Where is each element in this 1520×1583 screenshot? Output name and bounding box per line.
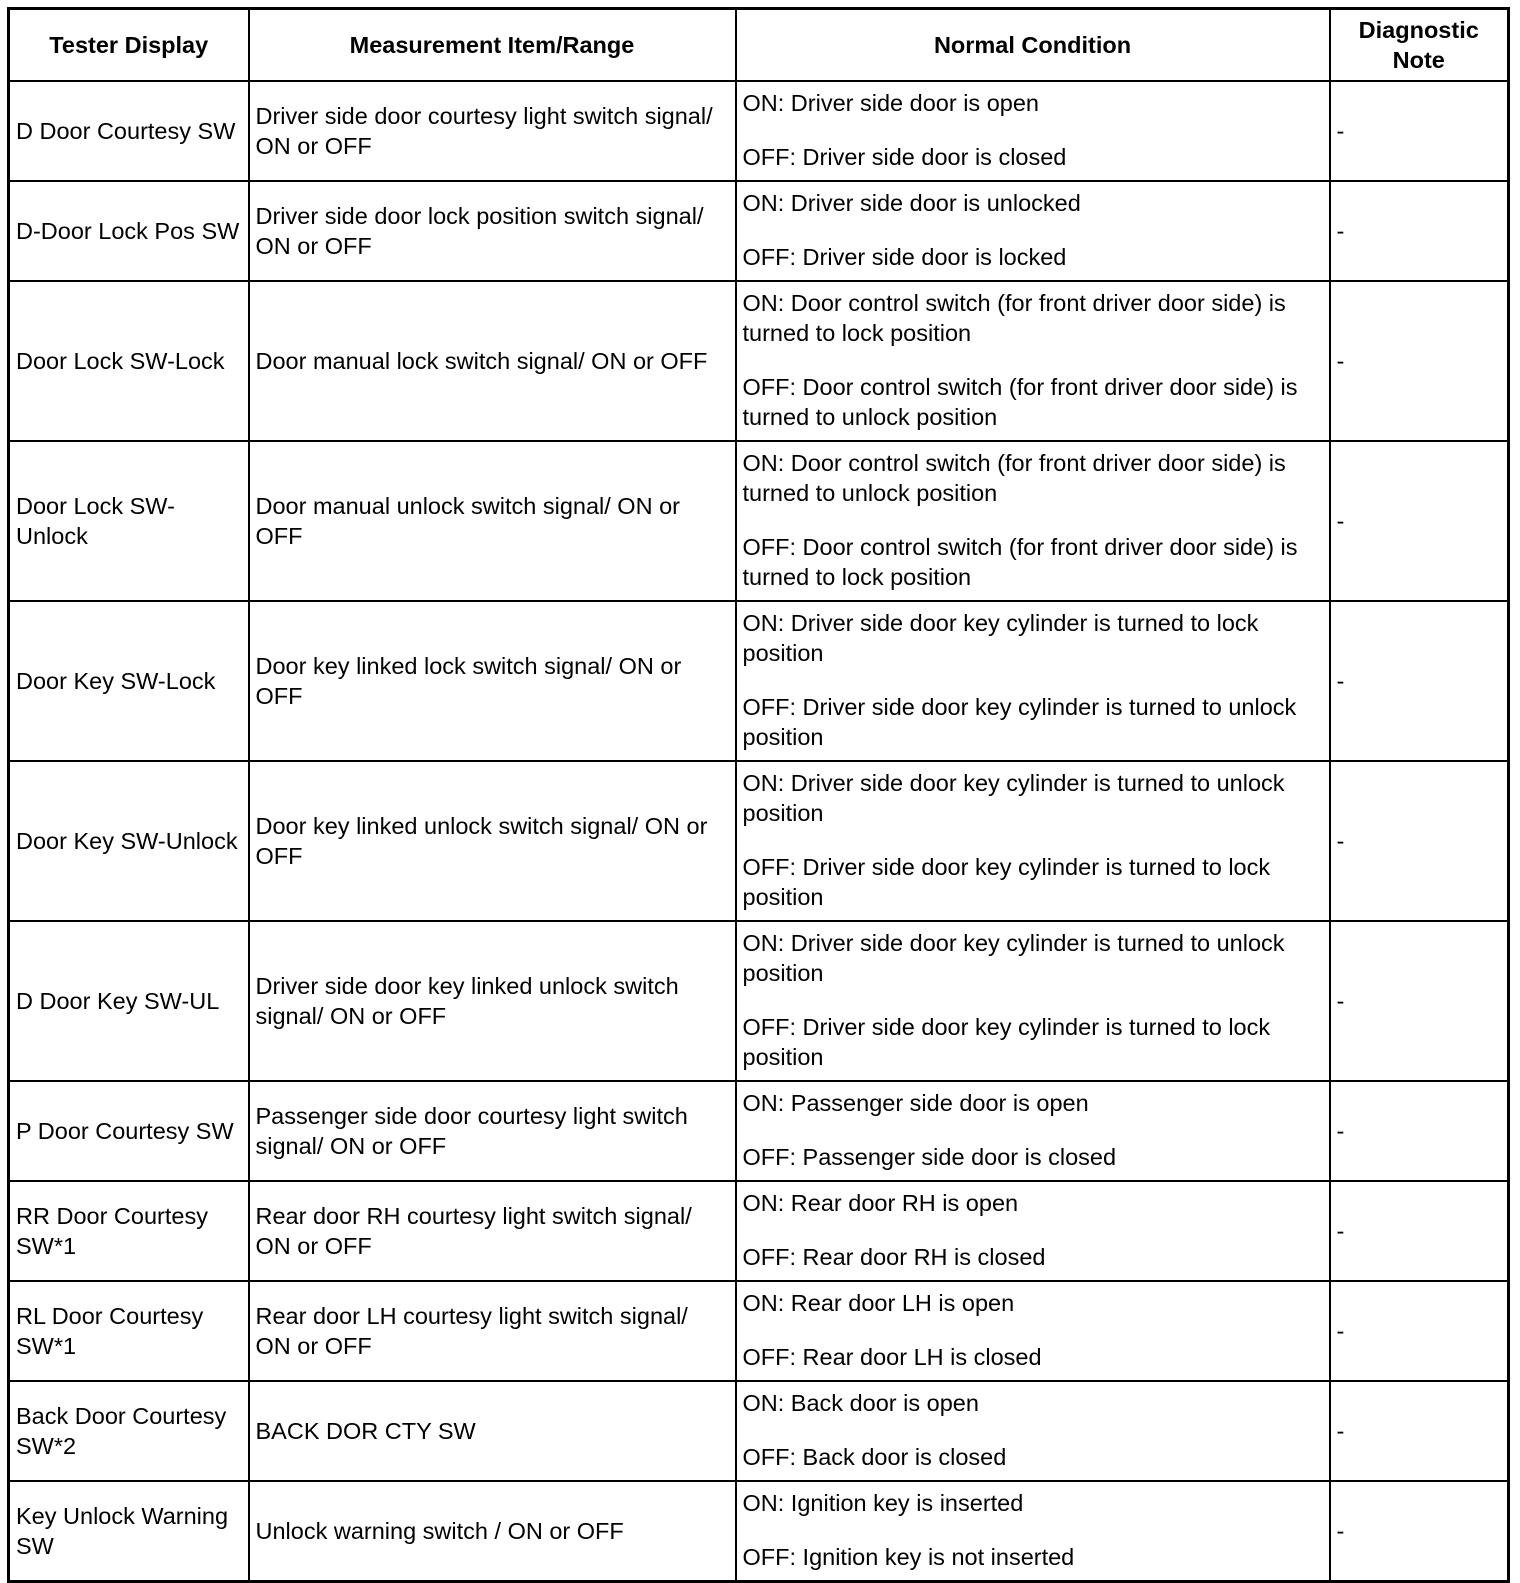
tester-display-cell: Door Lock SW-Lock — [9, 281, 249, 441]
condition-on: ON: Back door is open — [742, 1389, 979, 1416]
normal-condition-cell — [736, 1281, 1330, 1381]
measurement-cell: Driver side door courtesy light switch signal/ ON or OFF — [249, 81, 736, 181]
header-measurement: Measurement Item/Range — [249, 9, 736, 81]
measurement-cell: Rear door RH courtesy light switch signal/ ON or OFF — [249, 1181, 736, 1281]
table-row — [9, 181, 1509, 281]
normal-condition-cell — [736, 1081, 1330, 1181]
table-row — [9, 1181, 1509, 1281]
normal-condition-cell — [736, 921, 1330, 1081]
header-tester-display: Tester Display — [9, 9, 249, 81]
table-row — [9, 81, 1509, 181]
condition-off: OFF: Rear door LH is closed — [742, 1343, 1042, 1370]
measurement-cell: Rear door LH courtesy light switch signal/ ON or OFF — [249, 1281, 736, 1381]
condition-off: OFF: Passenger side door is closed — [742, 1143, 1117, 1170]
normal-condition-cell — [736, 181, 1330, 281]
condition-off: OFF: Driver side door key cylinder is turned to unlock position — [742, 693, 1297, 750]
normal-condition-cell — [736, 81, 1330, 181]
measurement-cell: Unlock warning switch / ON or OFF — [249, 1481, 736, 1582]
condition-on: ON: Driver side door key cylinder is turned to unlock position — [742, 929, 1285, 986]
table-row — [9, 1281, 1509, 1381]
tester-display-cell: D-Door Lock Pos SW — [9, 181, 249, 281]
table-header-row — [9, 9, 1509, 81]
measurement-cell: Door manual lock switch signal/ ON or OFF — [249, 281, 736, 441]
diagnostic-note-cell: - — [1330, 1081, 1509, 1181]
condition-on: ON: Rear door RH is open — [742, 1189, 1019, 1216]
diagnostic-note-cell: - — [1330, 81, 1509, 181]
diagnostic-note-cell: - — [1330, 1481, 1509, 1582]
diagnostic-note-cell: - — [1330, 761, 1509, 921]
condition-off: OFF: Door control switch (for front driver door side) is turned to lock position — [742, 533, 1298, 590]
table-row — [9, 441, 1509, 601]
table-row — [9, 921, 1509, 1081]
diagnostic-note-cell: - — [1330, 1281, 1509, 1381]
normal-condition-cell — [736, 1381, 1330, 1481]
table-row — [9, 281, 1509, 441]
condition-off: OFF: Ignition key is not inserted — [742, 1543, 1075, 1570]
normal-condition-cell — [736, 601, 1330, 761]
tester-display-cell: D Door Courtesy SW — [9, 81, 249, 181]
normal-condition-cell — [736, 761, 1330, 921]
table-row — [9, 1081, 1509, 1181]
tester-display-cell: Door Key SW-Unlock — [9, 761, 249, 921]
normal-condition-cell — [736, 441, 1330, 601]
diagnostic-note-cell: - — [1330, 281, 1509, 441]
tester-display-cell: RL Door Courtesy SW*1 — [9, 1281, 249, 1381]
condition-on: ON: Door control switch (for front driver door side) is turned to unlock position — [742, 449, 1286, 506]
normal-condition-cell — [736, 281, 1330, 441]
data-list-table — [7, 7, 1510, 1583]
measurement-cell: Passenger side door courtesy light switch signal/ ON or OFF — [249, 1081, 736, 1181]
measurement-cell: BACK DOR CTY SW — [249, 1381, 736, 1481]
tester-display-cell: RR Door Courtesy SW*1 — [9, 1181, 249, 1281]
header-normal-condition: Normal Condition — [736, 9, 1330, 81]
condition-off: OFF: Driver side door key cylinder is turned to lock position — [742, 1013, 1271, 1070]
tester-display-cell: Door Lock SW-Unlock — [9, 441, 249, 601]
condition-off: OFF: Rear door RH is closed — [742, 1243, 1046, 1270]
measurement-cell: Door key linked lock switch signal/ ON or OFF — [249, 601, 736, 761]
condition-off: OFF: Driver side door key cylinder is turned to lock position — [742, 853, 1271, 910]
tester-display-cell: Door Key SW-Lock — [9, 601, 249, 761]
normal-condition-cell — [736, 1181, 1330, 1281]
measurement-cell: Driver side door key linked unlock switch signal/ ON or OFF — [249, 921, 736, 1081]
condition-off: OFF: Driver side door is locked — [742, 243, 1067, 270]
header-diagnostic-note: Diagnostic Note — [1330, 9, 1509, 81]
condition-on: ON: Ignition key is inserted — [742, 1489, 1024, 1516]
tester-display-cell: D Door Key SW-UL — [9, 921, 249, 1081]
normal-condition-cell — [736, 1481, 1330, 1582]
diagnostic-note-cell: - — [1330, 1381, 1509, 1481]
condition-on: ON: Driver side door key cylinder is turned to lock position — [742, 609, 1259, 666]
condition-on: ON: Driver side door key cylinder is turned to unlock position — [742, 769, 1285, 826]
condition-on: ON: Driver side door is open — [742, 89, 1039, 116]
condition-on: ON: Rear door LH is open — [742, 1289, 1015, 1316]
measurement-cell: Door manual unlock switch signal/ ON or OFF — [249, 441, 736, 601]
condition-off: OFF: Driver side door is closed — [742, 143, 1067, 170]
condition-on: ON: Driver side door is unlocked — [742, 189, 1081, 216]
tester-display-cell: Back Door Courtesy SW*2 — [9, 1381, 249, 1481]
tester-display-cell: Key Unlock Warning SW — [9, 1481, 249, 1582]
diagnostic-note-cell: - — [1330, 181, 1509, 281]
tester-display-cell: P Door Courtesy SW — [9, 1081, 249, 1181]
table-row — [9, 1381, 1509, 1481]
condition-off: OFF: Door control switch (for front driver door side) is turned to unlock position — [742, 373, 1298, 430]
condition-on: ON: Door control switch (for front driver door side) is turned to lock position — [742, 289, 1286, 346]
condition-on: ON: Passenger side door is open — [742, 1089, 1089, 1116]
measurement-cell: Door key linked unlock switch signal/ ON or OFF — [249, 761, 736, 921]
condition-off: OFF: Back door is closed — [742, 1443, 1007, 1470]
table-row — [9, 601, 1509, 761]
diagnostic-note-cell: - — [1330, 1181, 1509, 1281]
diagnostic-note-cell: - — [1330, 441, 1509, 601]
table-row — [9, 1481, 1509, 1582]
table-row — [9, 761, 1509, 921]
measurement-cell: Driver side door lock position switch signal/ ON or OFF — [249, 181, 736, 281]
diagnostic-note-cell: - — [1330, 921, 1509, 1081]
diagnostic-note-cell: - — [1330, 601, 1509, 761]
